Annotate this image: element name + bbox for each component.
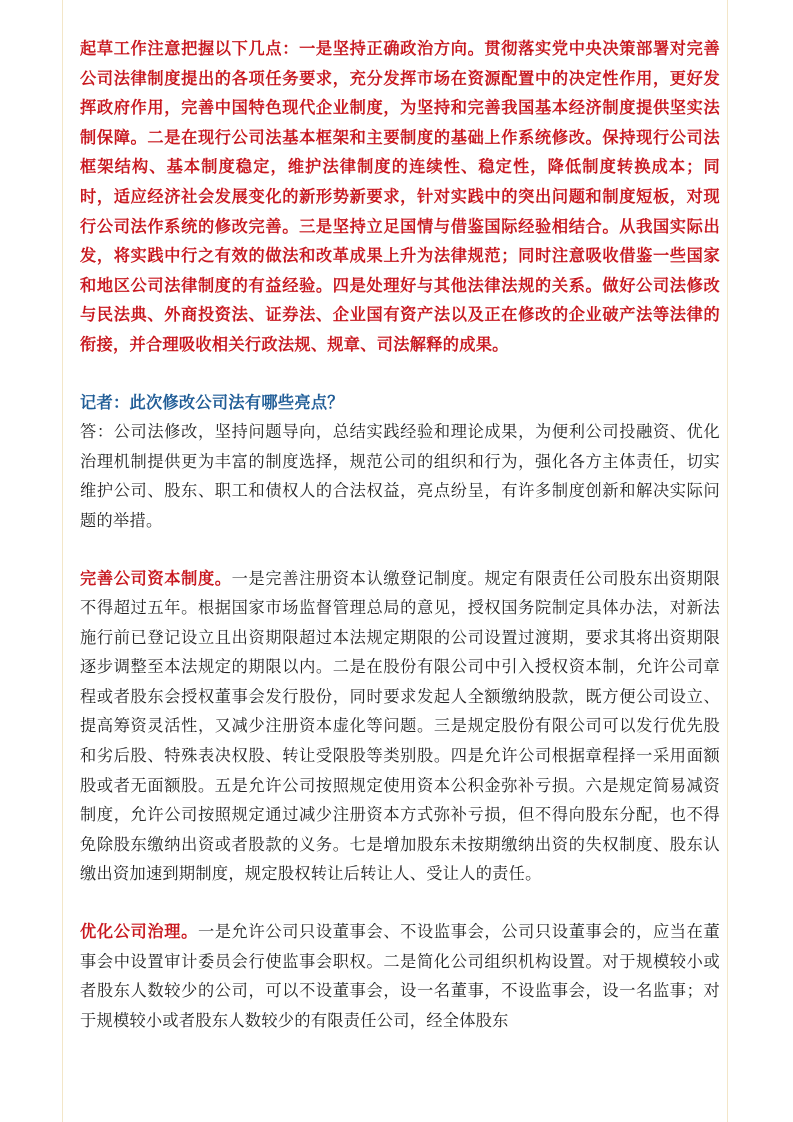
paragraph-gap xyxy=(80,889,720,917)
governance-paragraph xyxy=(80,917,720,1035)
paragraph-gap xyxy=(80,536,720,564)
drafting-principles-paragraph: 起草工作注意把握以下几点：一是坚持正确政治方向。贯彻落实党中央决策部署对完善公司法律制度提出的各项任务要求，充分发挥市场在资源配置中的决定性作用，更好发挥政府作用，完善中国特色现代企业制度，为坚持和完善我国基本经济制度提供坚实法制保障。二是在现行公司法基本框架和主要制度的基础上作系统修改。保持现行公司法框架结构、基本制度稳定，维护法律制度的连续性、稳定性，降低制度转换成本；同时，适应经济社会发展变化的新形势新要求，针对实践中的突出问题和制度短板，对现行公司法作系统的修改完善。三是坚持立足国情与借鉴国际经验相结合。从我国实际出发，将实践中行之有效的做法和改革成果上升为法律规范；同时注意吸收借鉴一些国家和地区公司法律制度的有益经验。四是处理好与其他法律法规的关系。做好公司法修改与民法典、外商投资法、证券法、企业国有资产法以及正在修改的企业破产法等法律的衔接，并合理吸收相关行政法规、规章、司法解释的成果。 xyxy=(80,39,720,354)
capital-system-body: 一是完善注册资本认缴登记制度。规定有限责任公司股东出资期限不得超过五年。根据国家市场监督管理总局的意见，授权国务院制定具体办法，对新法施行前已登记设立且出资期限超过本法规定期限的公司设置过渡期，要求其将出资期限逐步调整至本法规定的期限以内。二是在股份有限公司中引入授权资本制，允许公司章程或者股东会授权董事会发行股份，同时要求发起人全额缴纳股款，既方便公司设立、提高筹资灵活性，又减少注册资本虚化等问题。三是规定股份有限公司可以发行优先股和劣后股、特殊表决权股、转让受限股等类别股。四是允许公司根据章程择一采用面额股或者无面额股。五是允许公司按照规定使用资本公积金弥补亏损。六是规定简易减资制度，允许公司按照规定通过减少注册资本方式弥补亏损，但不得向股东分配，也不得免除股东缴纳出资或者股款的义务。七是增加股东未按期缴纳出资的失权制度、股东认缴出资加速到期制度，规定股权转让后转让人、受让人的责任。 xyxy=(80,568,720,884)
left-margin-rule xyxy=(62,0,63,1122)
article-content xyxy=(80,34,720,1035)
governance-heading: 优化公司治理。 xyxy=(80,922,198,942)
paragraph-gap xyxy=(80,360,720,388)
capital-system-paragraph xyxy=(80,564,720,890)
right-margin-rule xyxy=(727,0,728,1122)
governance-body: 一是允许公司只设董事会、不设监事会，公司只设董事会的，应当在董事会中设置审计委员会行使监事会职权。二是简化公司组织机构设置。对于规模较小或者股东人数较少的公司，可以不设董事会，设一名董事，不设监事会，设一名监事；对于规模较小或者股东人数较少的有限责任公司，经全体股东 xyxy=(80,922,720,1030)
capital-system-heading: 完善公司资本制度。 xyxy=(80,568,232,588)
answer-paragraph: 答：公司法修改，坚持问题导向，总结实践经验和理论成果，为便利公司投融资、优化治理机制提供更为丰富的制度选择，规范公司的组织和行为，强化各方主体责任，切实维护公司、股东、职工和债权人的合法权益，亮点纷呈，有许多制度创新和解决实际问题的举措。 xyxy=(80,422,720,530)
reporter-question: 记者：此次修改公司法有哪些亮点？ xyxy=(80,392,344,412)
